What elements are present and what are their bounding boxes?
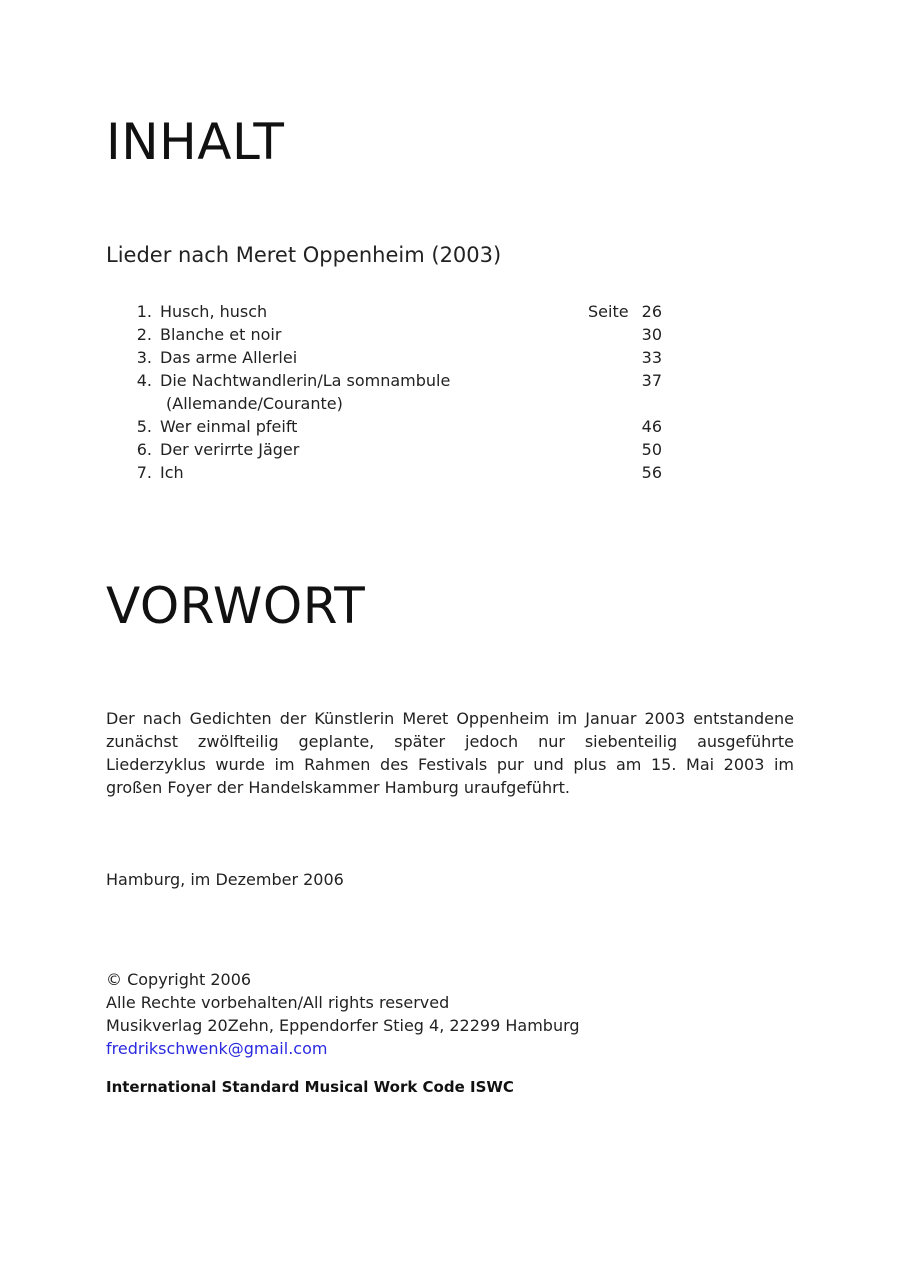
toc-item-title: Wer einmal pfeift xyxy=(160,417,298,436)
toc-item-title: Der verirrte Jäger xyxy=(160,440,300,459)
toc-item-title: Ich xyxy=(160,463,184,482)
toc-item-page: 37 xyxy=(641,371,662,390)
toc-item-number: 6. xyxy=(136,440,152,459)
toc-item-page: 56 xyxy=(641,463,662,482)
copyright-block xyxy=(106,968,580,1060)
email-link[interactable]: fredrikschwenk@gmail.com xyxy=(106,1039,328,1058)
toc-seite-label: Seite xyxy=(588,302,629,321)
foreword-paragraph: Der nach Gedichten der Künstlerin Meret Oppenheim im Januar 2003 entstandene zunächst zwölfteilig geplante, später jedoch nur siebenteilig ausgeführte Liederzyklus wurde im Rahmen des Festivals pur und plus am 15. Mai 2003 im großen Foyer der Handelskammer Hamburg uraufgeführt. xyxy=(106,709,794,797)
toc-item xyxy=(106,461,686,484)
toc-item-page: 33 xyxy=(641,348,662,367)
toc-item-subtitle: (Allemande/Courante) xyxy=(166,394,343,413)
toc-item-title: Husch, husch xyxy=(160,302,268,321)
copyright-line: © Copyright 2006 xyxy=(106,970,252,989)
place-date: Hamburg, im Dezember 2006 xyxy=(106,870,344,889)
toc-item-number: 1. xyxy=(136,302,152,321)
toc-item-page: 30 xyxy=(641,325,662,344)
contents-subtitle: Lieder nach Meret Oppenheim (2003) xyxy=(106,243,502,267)
toc-item-continuation xyxy=(106,392,686,415)
publisher-address: Musikverlag 20Zehn, Eppendorfer Stieg 4, 22299 Hamburg xyxy=(106,1016,580,1035)
table-of-contents xyxy=(106,300,686,484)
toc-item-title: Blanche et noir xyxy=(160,325,282,344)
toc-item-number: 3. xyxy=(136,348,152,367)
toc-item-number: 7. xyxy=(136,463,152,482)
toc-item-page: 46 xyxy=(641,417,662,436)
toc-item-page: 50 xyxy=(641,440,662,459)
toc-item-number: 4. xyxy=(136,371,152,390)
toc-item xyxy=(106,415,686,438)
toc-item xyxy=(106,438,686,461)
toc-item-number: 2. xyxy=(136,325,152,344)
toc-item-page: 26 xyxy=(641,302,662,321)
iswc-label: International Standard Musical Work Code ISWC xyxy=(106,1078,514,1096)
toc-item-number: 5. xyxy=(136,417,152,436)
toc-item xyxy=(106,346,686,369)
toc-item-title: Die Nachtwandlerin/La somnambule xyxy=(160,371,451,390)
foreword-heading: VORWORT xyxy=(106,577,366,635)
toc-item xyxy=(106,323,686,346)
toc-item-title: Das arme Allerlei xyxy=(160,348,298,367)
rights-line: Alle Rechte vorbehalten/All rights reserved xyxy=(106,993,450,1012)
toc-item xyxy=(106,369,686,392)
toc-item xyxy=(106,300,686,323)
contents-heading: INHALT xyxy=(106,113,285,171)
